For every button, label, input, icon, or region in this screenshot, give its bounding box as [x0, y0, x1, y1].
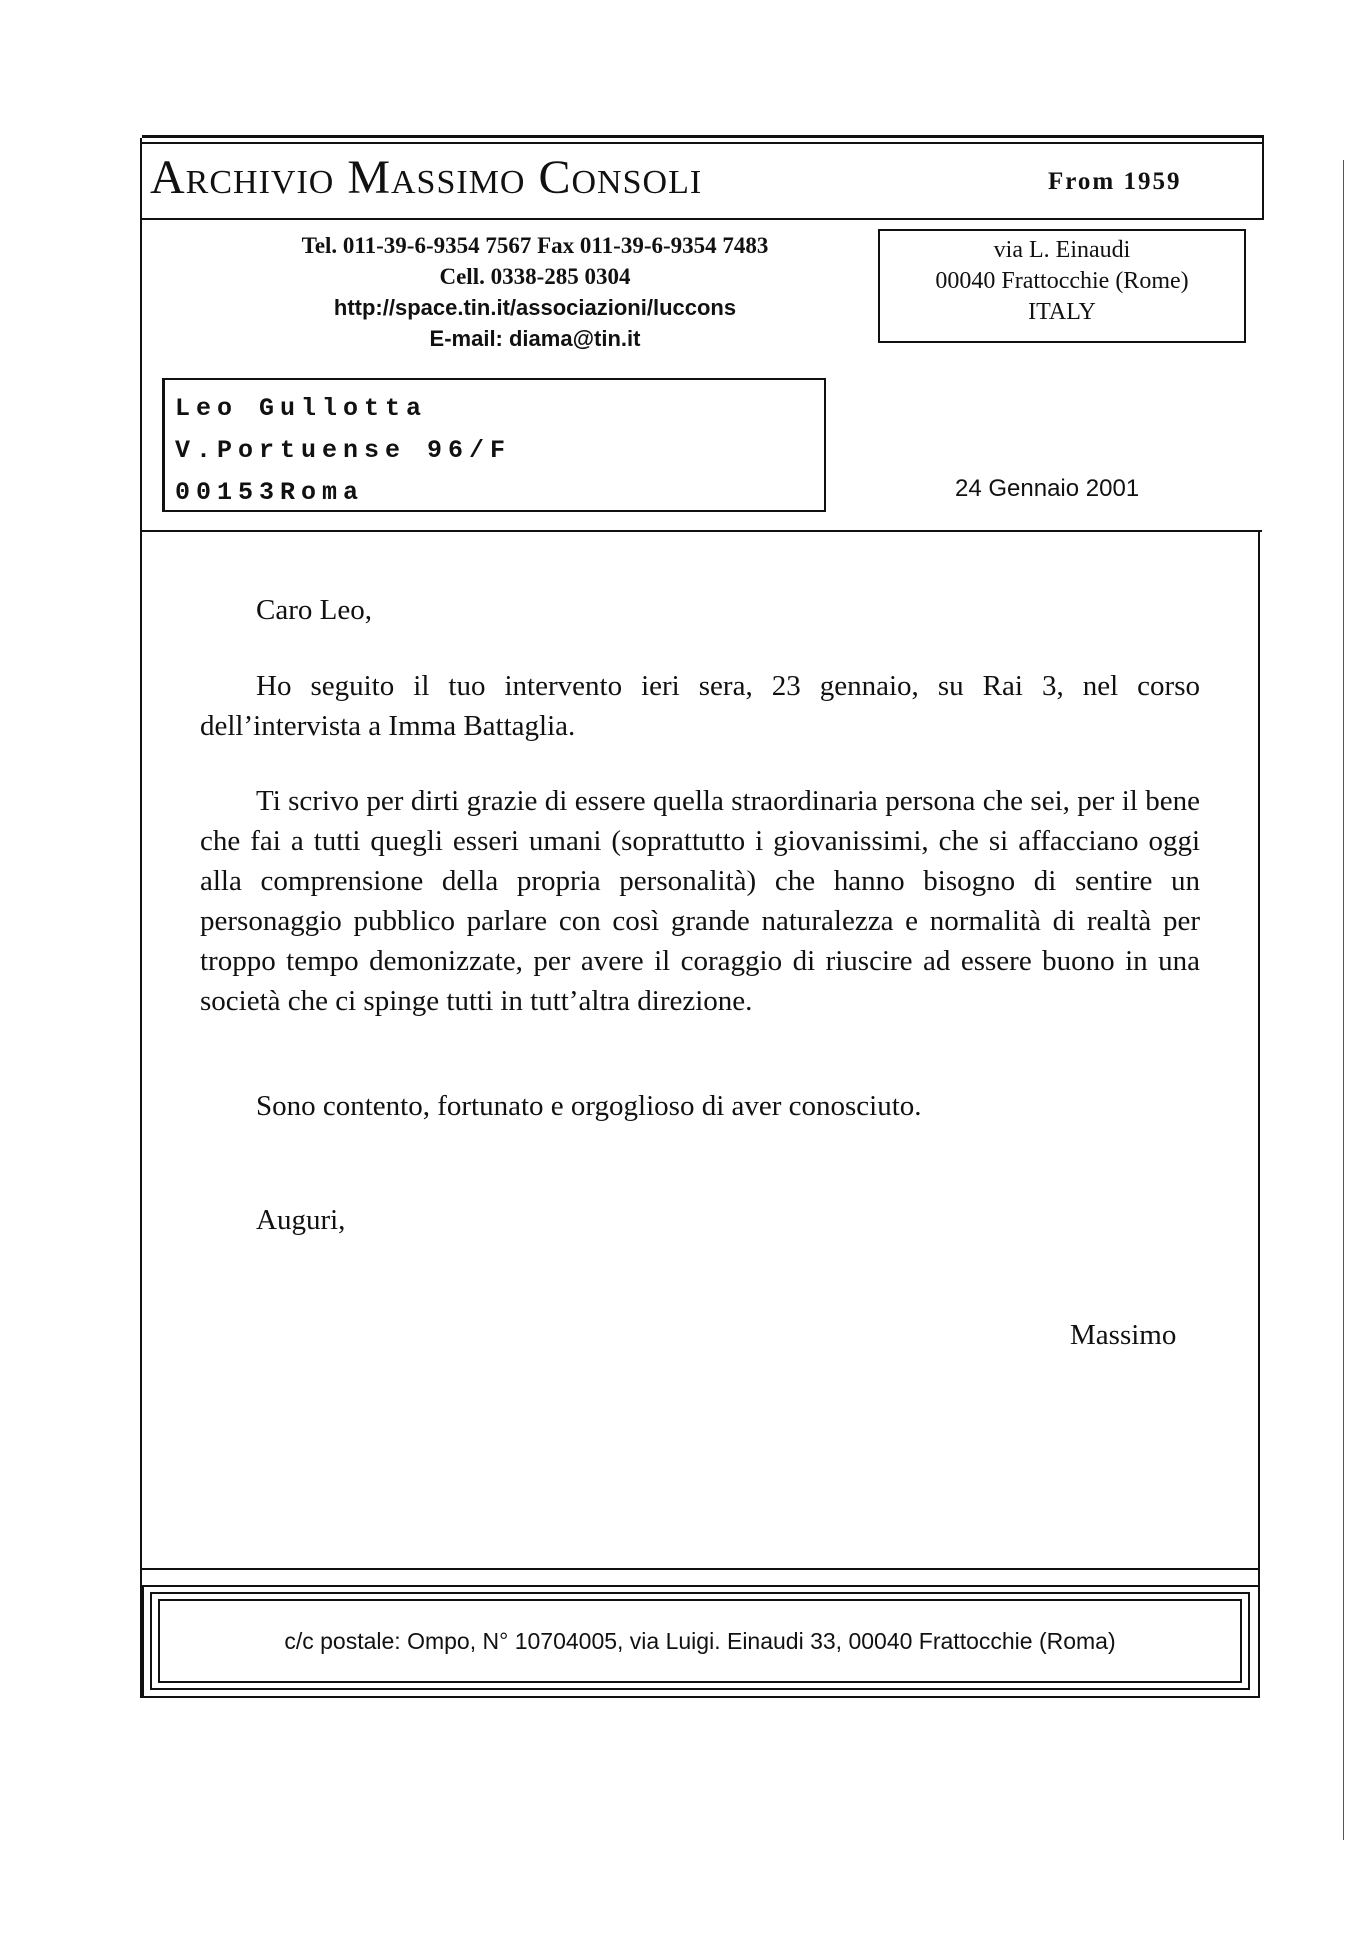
header-rule — [142, 218, 1264, 220]
recipient-line: 00153Roma — [175, 478, 365, 507]
recipient-line: Leo Gullotta — [175, 394, 428, 423]
header-bottom-rule — [142, 530, 1262, 532]
phone-fax: Tel. 011-39-6-9354 7567 Fax 011-39-6-9354 7483 — [301, 233, 769, 258]
letter-date: 24 Gennaio 2001 — [955, 475, 1140, 502]
footer-text: c/c postale: Ompo, N° 10704005, via Luigi. Einaudi 33, 00040 Frattocchie (Roma) — [284, 1627, 1116, 1654]
contact-block — [175, 230, 895, 354]
address-line: via L. Einaudi — [993, 237, 1131, 263]
right-border-body — [1258, 530, 1260, 1698]
body-paragraph: Ho seguito il tuo intervento ieri sera, 23 gennaio, su Rai 3, nel corso dell’intervista a Imma Battaglia. — [200, 670, 1200, 742]
left-border — [140, 138, 142, 1698]
recipient-address-box — [162, 378, 826, 512]
recipient-line: V.Portuense 96/F — [175, 436, 512, 465]
body-paragraph: Ti scrivo per dirti grazie di essere quella straordinaria persona che sei, per il bene che fai a tutti quegli esseri umani (soprattutto i giovanissimi, che si affacciano oggi alla comprensione della propria personalità) che hanno bisogno di sentire un personaggio pubblico parlare con così grande naturalezza e normalità di realtà per troppo tempo demonizzate, per avere il coraggio di riuscire ad essere buono in una società che ci spinge tutti in tutt’altra direzione. — [200, 785, 1200, 1017]
right-border-top — [1262, 138, 1264, 220]
website-link[interactable]: http://space.tin.it/associazioni/luccons — [333, 295, 737, 320]
top-rule-thin — [142, 142, 1264, 144]
body-bottom-rule — [142, 1568, 1260, 1570]
body-paragraph: Sono contento, fortunato e orgoglioso di aver conosciuto. — [256, 1090, 922, 1122]
closing: Auguri, — [256, 1204, 346, 1236]
page-edge-line — [1343, 160, 1344, 1840]
footer-postal-account — [158, 1599, 1242, 1683]
signature: Massimo — [1070, 1319, 1177, 1351]
address-line: 00040 Frattocchie (Rome) — [935, 268, 1189, 294]
top-rule-thick — [142, 135, 1264, 138]
cell-phone: Cell. 0338-285 0304 — [439, 264, 631, 289]
letterhead-since: From 1959 — [1048, 168, 1182, 195]
email-link[interactable]: E-mail: diama@tin.it — [429, 326, 641, 351]
sender-address-box — [878, 229, 1246, 343]
letterhead-title: Archivio Massimo Consoli — [150, 151, 703, 204]
address-line: ITALY — [1028, 299, 1096, 325]
salutation: Caro Leo, — [256, 594, 372, 626]
